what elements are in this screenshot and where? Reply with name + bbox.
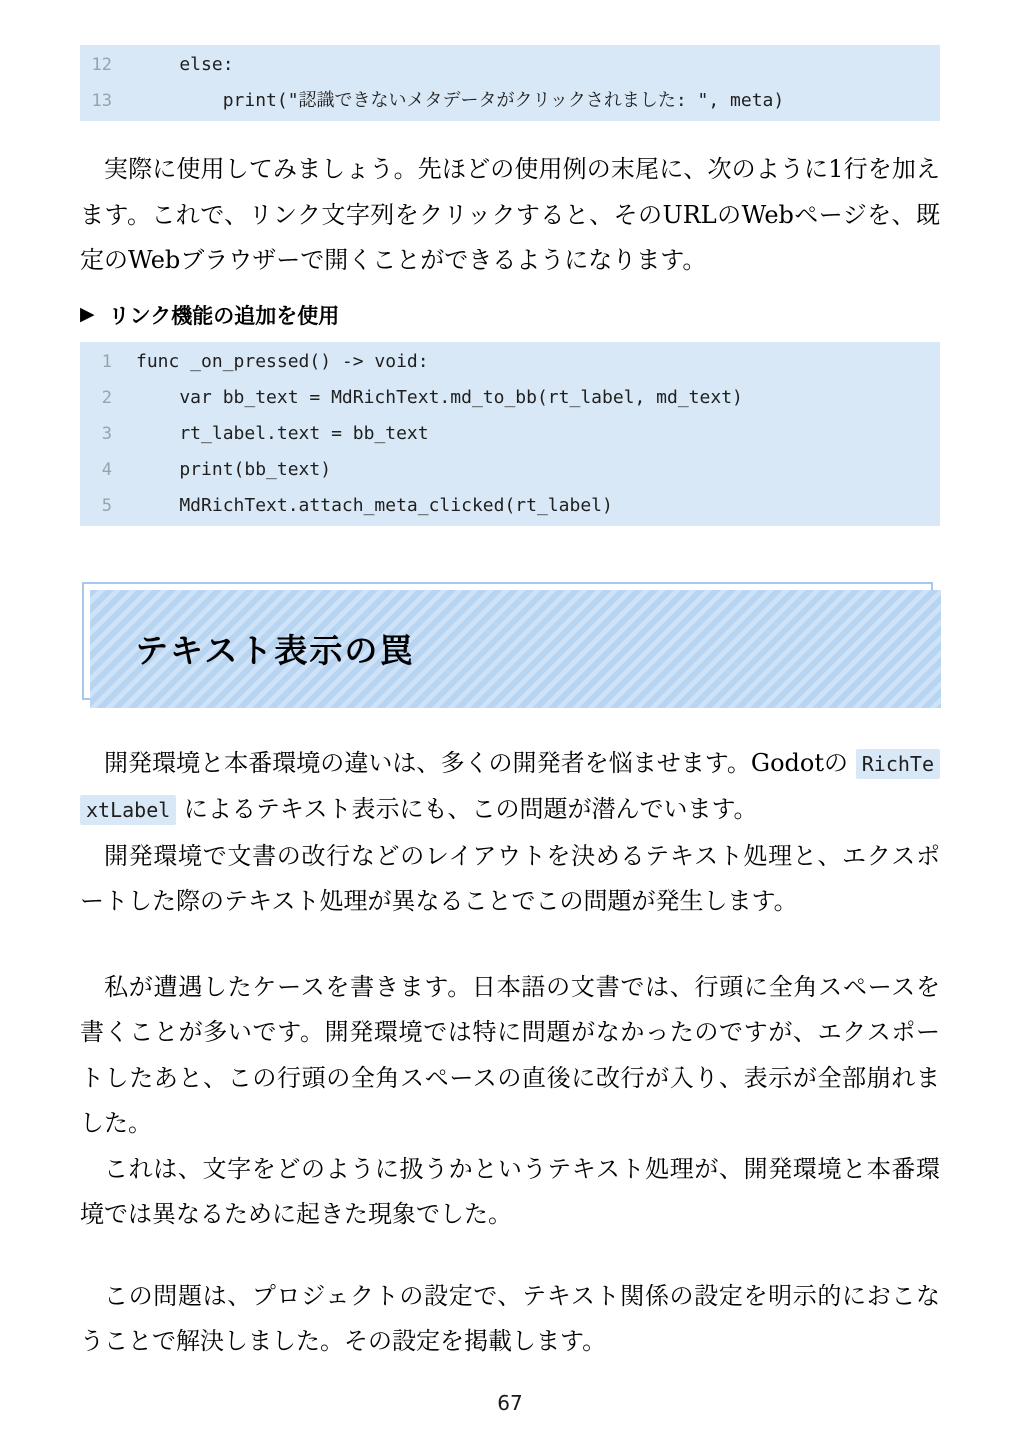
text-line: した。 [80, 1109, 152, 1137]
line-number: 4 [101, 459, 112, 480]
text-line: 書くことが多いです。開発環境では特に問題がなかったのですが、エクスポー [80, 1018, 940, 1046]
text-line: うことで解決しました。その設定を掲載します。 [80, 1327, 607, 1355]
code-line [86, 488, 930, 524]
text-line: 定のWebブラウザーで開くことができるようになります。 [80, 246, 707, 274]
line-number: 13 [91, 91, 112, 111]
text-line: 実際に使用してみましょう。先ほどの使用例の末尾に、次のように1行を加え [104, 155, 940, 183]
text-line: 境では異なるために起きた現象でした。 [80, 1200, 512, 1228]
triangle-marker-icon: ▶ [80, 303, 95, 325]
text-segment: によるテキスト表示にも、この問題が潜んでいます。 [176, 795, 758, 823]
code-text: rt_label.text = bb_text [136, 422, 429, 444]
section-header-stripes [90, 590, 941, 708]
paragraph-pitfall [80, 741, 940, 834]
line-number: 3 [101, 423, 112, 444]
page-number: 67 [497, 1390, 523, 1415]
inline-code-richtextlabel-part1: RichTe [856, 749, 940, 779]
code-text: print("認識できないメタデータがクリックされました: ", meta) [136, 90, 785, 111]
code-text: var bb_text = MdRichText.md_to_bb(rt_label, md_text) [136, 386, 743, 408]
line-number: 2 [101, 387, 112, 408]
code-line [86, 344, 930, 380]
text-line [80, 787, 940, 834]
text-line: 開発環境で文書の改行などのレイアウトを決めるテキスト処理と、エクスポ [104, 841, 940, 870]
paragraph-intro [80, 147, 940, 284]
text-line: ートした際のテキスト処理が異なることでこの問題が発生します。 [80, 887, 798, 915]
code-text: MdRichText.attach_meta_clicked(rt_label) [136, 494, 613, 516]
text-line: 私が遭遇したケースを書きます。日本語の文書では、行頭に全角スペースを [104, 972, 940, 1001]
text-line: これは、文字をどのように扱うかというテキスト処理が、開発環境と本番環 [104, 1154, 940, 1183]
paragraph-cause [80, 834, 940, 925]
code-line [86, 83, 930, 119]
code-text: func _on_pressed() -> void: [136, 350, 429, 372]
code-block-on-pressed [80, 342, 940, 526]
code-text: print(bb_text) [136, 458, 332, 480]
section-title: テキスト表示の罠 [135, 631, 415, 670]
paragraph-case [80, 965, 940, 1147]
code-line [86, 452, 930, 488]
callout-label: リンク機能の追加を使用 [108, 303, 340, 328]
code-line [86, 416, 930, 452]
code-text: else: [136, 54, 234, 75]
text-line: この問題は、プロジェクトの設定で、テキスト関係の設定を明示的におこな [104, 1281, 940, 1310]
text-line [80, 741, 940, 788]
inline-code-richtextlabel-part2: xtLabel [80, 795, 176, 825]
line-number: 12 [91, 55, 112, 75]
paragraph-solution [80, 1274, 940, 1365]
line-number: 5 [101, 495, 112, 516]
line-number: 1 [101, 351, 112, 372]
text-line: ます。これで、リンク文字列をクリックすると、そのURLのWebページを、既 [80, 200, 940, 229]
code-block-meta-clicked [80, 45, 940, 121]
code-line [86, 47, 930, 83]
paragraph-reason [80, 1147, 940, 1238]
code-line [86, 380, 930, 416]
section-header [80, 582, 940, 709]
text-line: トしたあと、この行頭の全角スペースの直後に改行が入り、表示が全部崩れま [80, 1063, 940, 1092]
callout-heading [80, 300, 940, 330]
text-segment: 開発環境と本番環境の違いは、多くの開発者を悩ませます。Godotの [104, 748, 856, 777]
